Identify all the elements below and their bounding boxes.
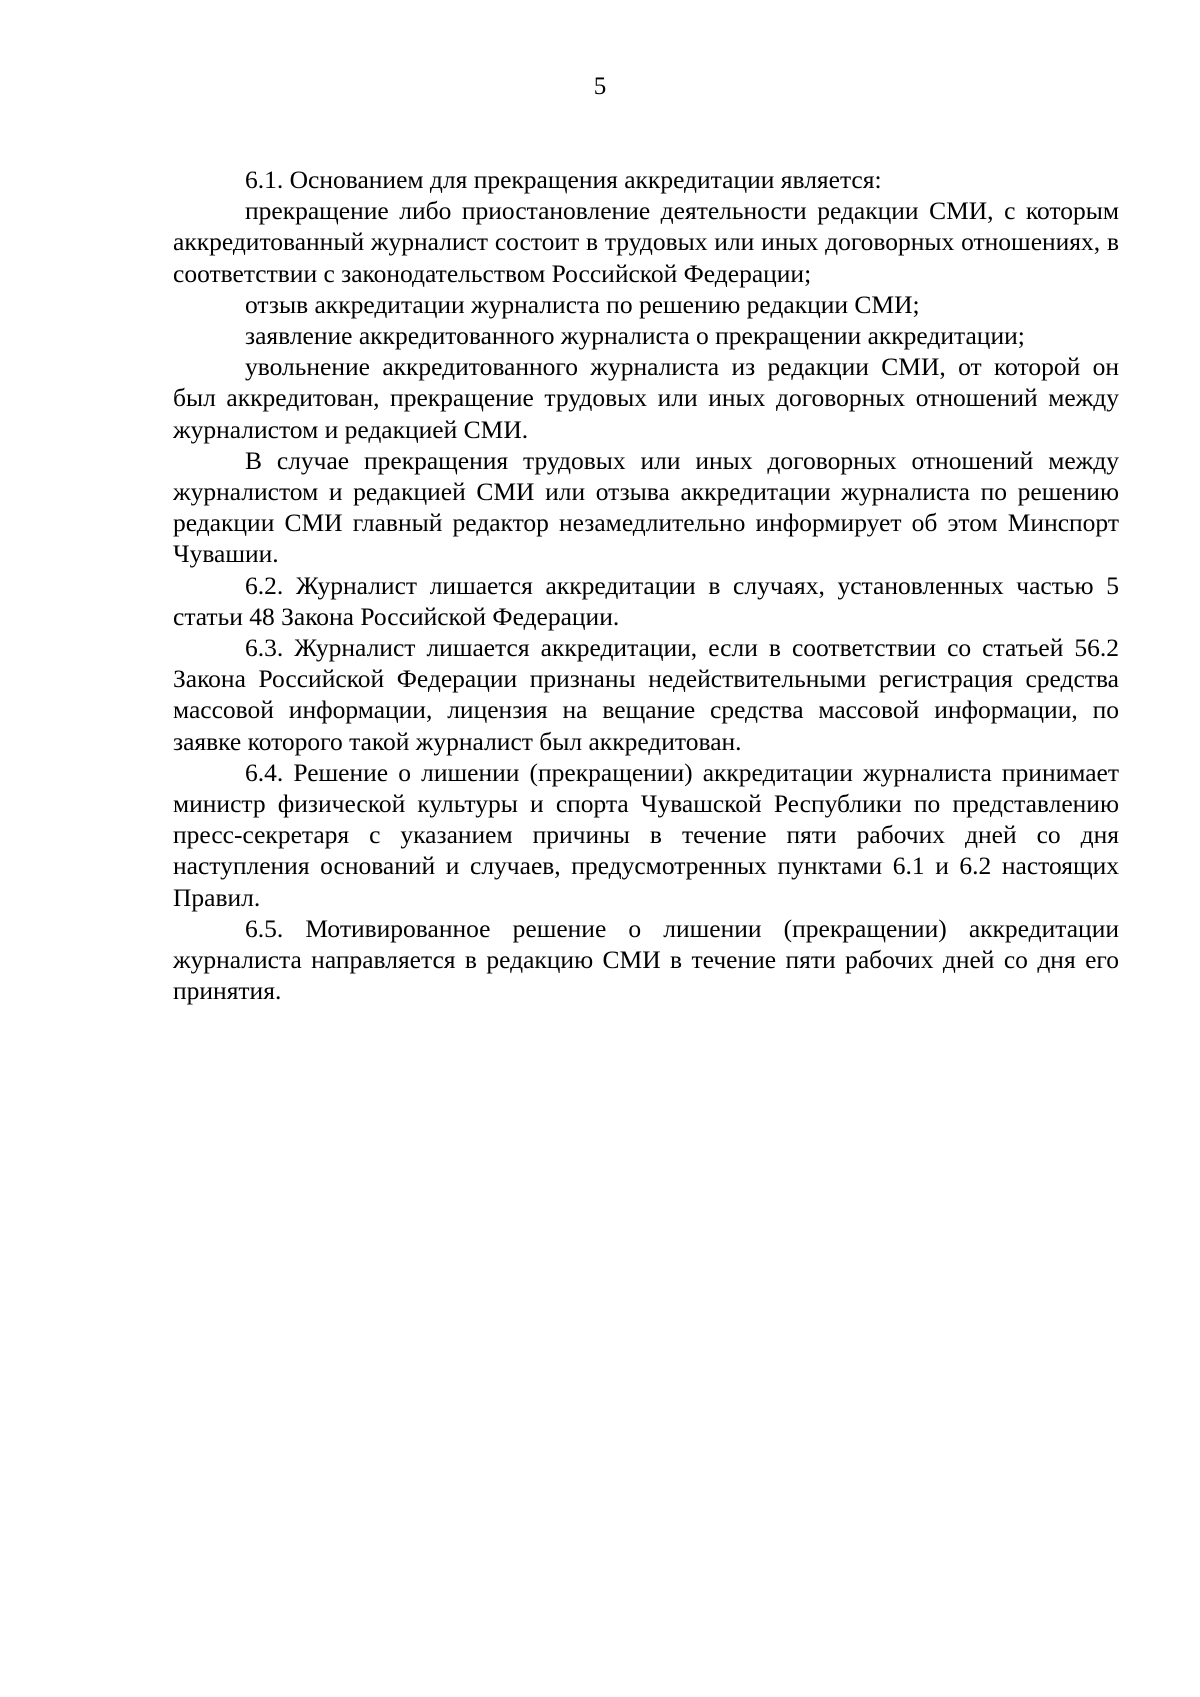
paragraph-6-1-heading: 6.1. Основанием для прекращения аккредитации является:	[245, 165, 882, 194]
paragraph-dismissal: увольнение аккредитованного журналиста из редакции СМИ, от которой он был аккредитован, прекращение трудовых или иных договорных отношений между журналистом и редакцией СМИ.	[173, 352, 1119, 444]
paragraph-6-3: 6.3. Журналист лишается аккредитации, если в соответствии со статьей 56.2 Закона Российской Федерации признаны недействительными регистрация средства массовой информации, лицензия на вещание средства массовой информации, по заявке которого такой журналист был аккредитован.	[173, 633, 1119, 756]
page-number: 5	[593, 73, 607, 100]
paragraph-journalist-statement: заявление аккредитованного журналиста о прекращении аккредитации;	[245, 321, 1025, 351]
paragraph-6-5: 6.5. Мотивированное решение о лишении (прекращении) аккредитации журналиста направляется в редакцию СМИ в течение пяти рабочих дней со дня его принятия.	[173, 913, 1119, 1006]
paragraph-6-2: 6.2. Журналист лишается аккредитации в случаях, установленных частью 5 статьи 48 Закона Российской Федерации.	[173, 570, 1119, 631]
paragraph-revocation-by-editorial: отзыв аккредитации журналиста по решению редакции СМИ;	[245, 289, 920, 319]
paragraph-termination-of-activity: прекращение либо приостановление деятельности редакции СМИ, с которым аккредитованный журналист состоит в трудовых или иных договорных отношениях, в соответствии с законодательством Российской Федерации;	[173, 196, 1119, 288]
document-body	[173, 164, 1119, 1006]
paragraph-6-4: 6.4. Решение о лишении (прекращении) аккредитации журналиста принимает министр физической культуры и спорта Чувашской Республики по представлению пресс-секретаря с указанием причины в течение пяти рабочих дней со дня наступления оснований и случаев, предусмотренных пунктами 6.1 и 6.2 настоящих Правил.	[173, 757, 1119, 912]
paragraph-editor-informs: В случае прекращения трудовых или иных договорных отношений между журналистом и редакцией СМИ или отзыва аккредитации журналиста по решению редакции СМИ главный редактор незамедлительно информирует об этом Минспорт Чувашии.	[173, 445, 1119, 569]
